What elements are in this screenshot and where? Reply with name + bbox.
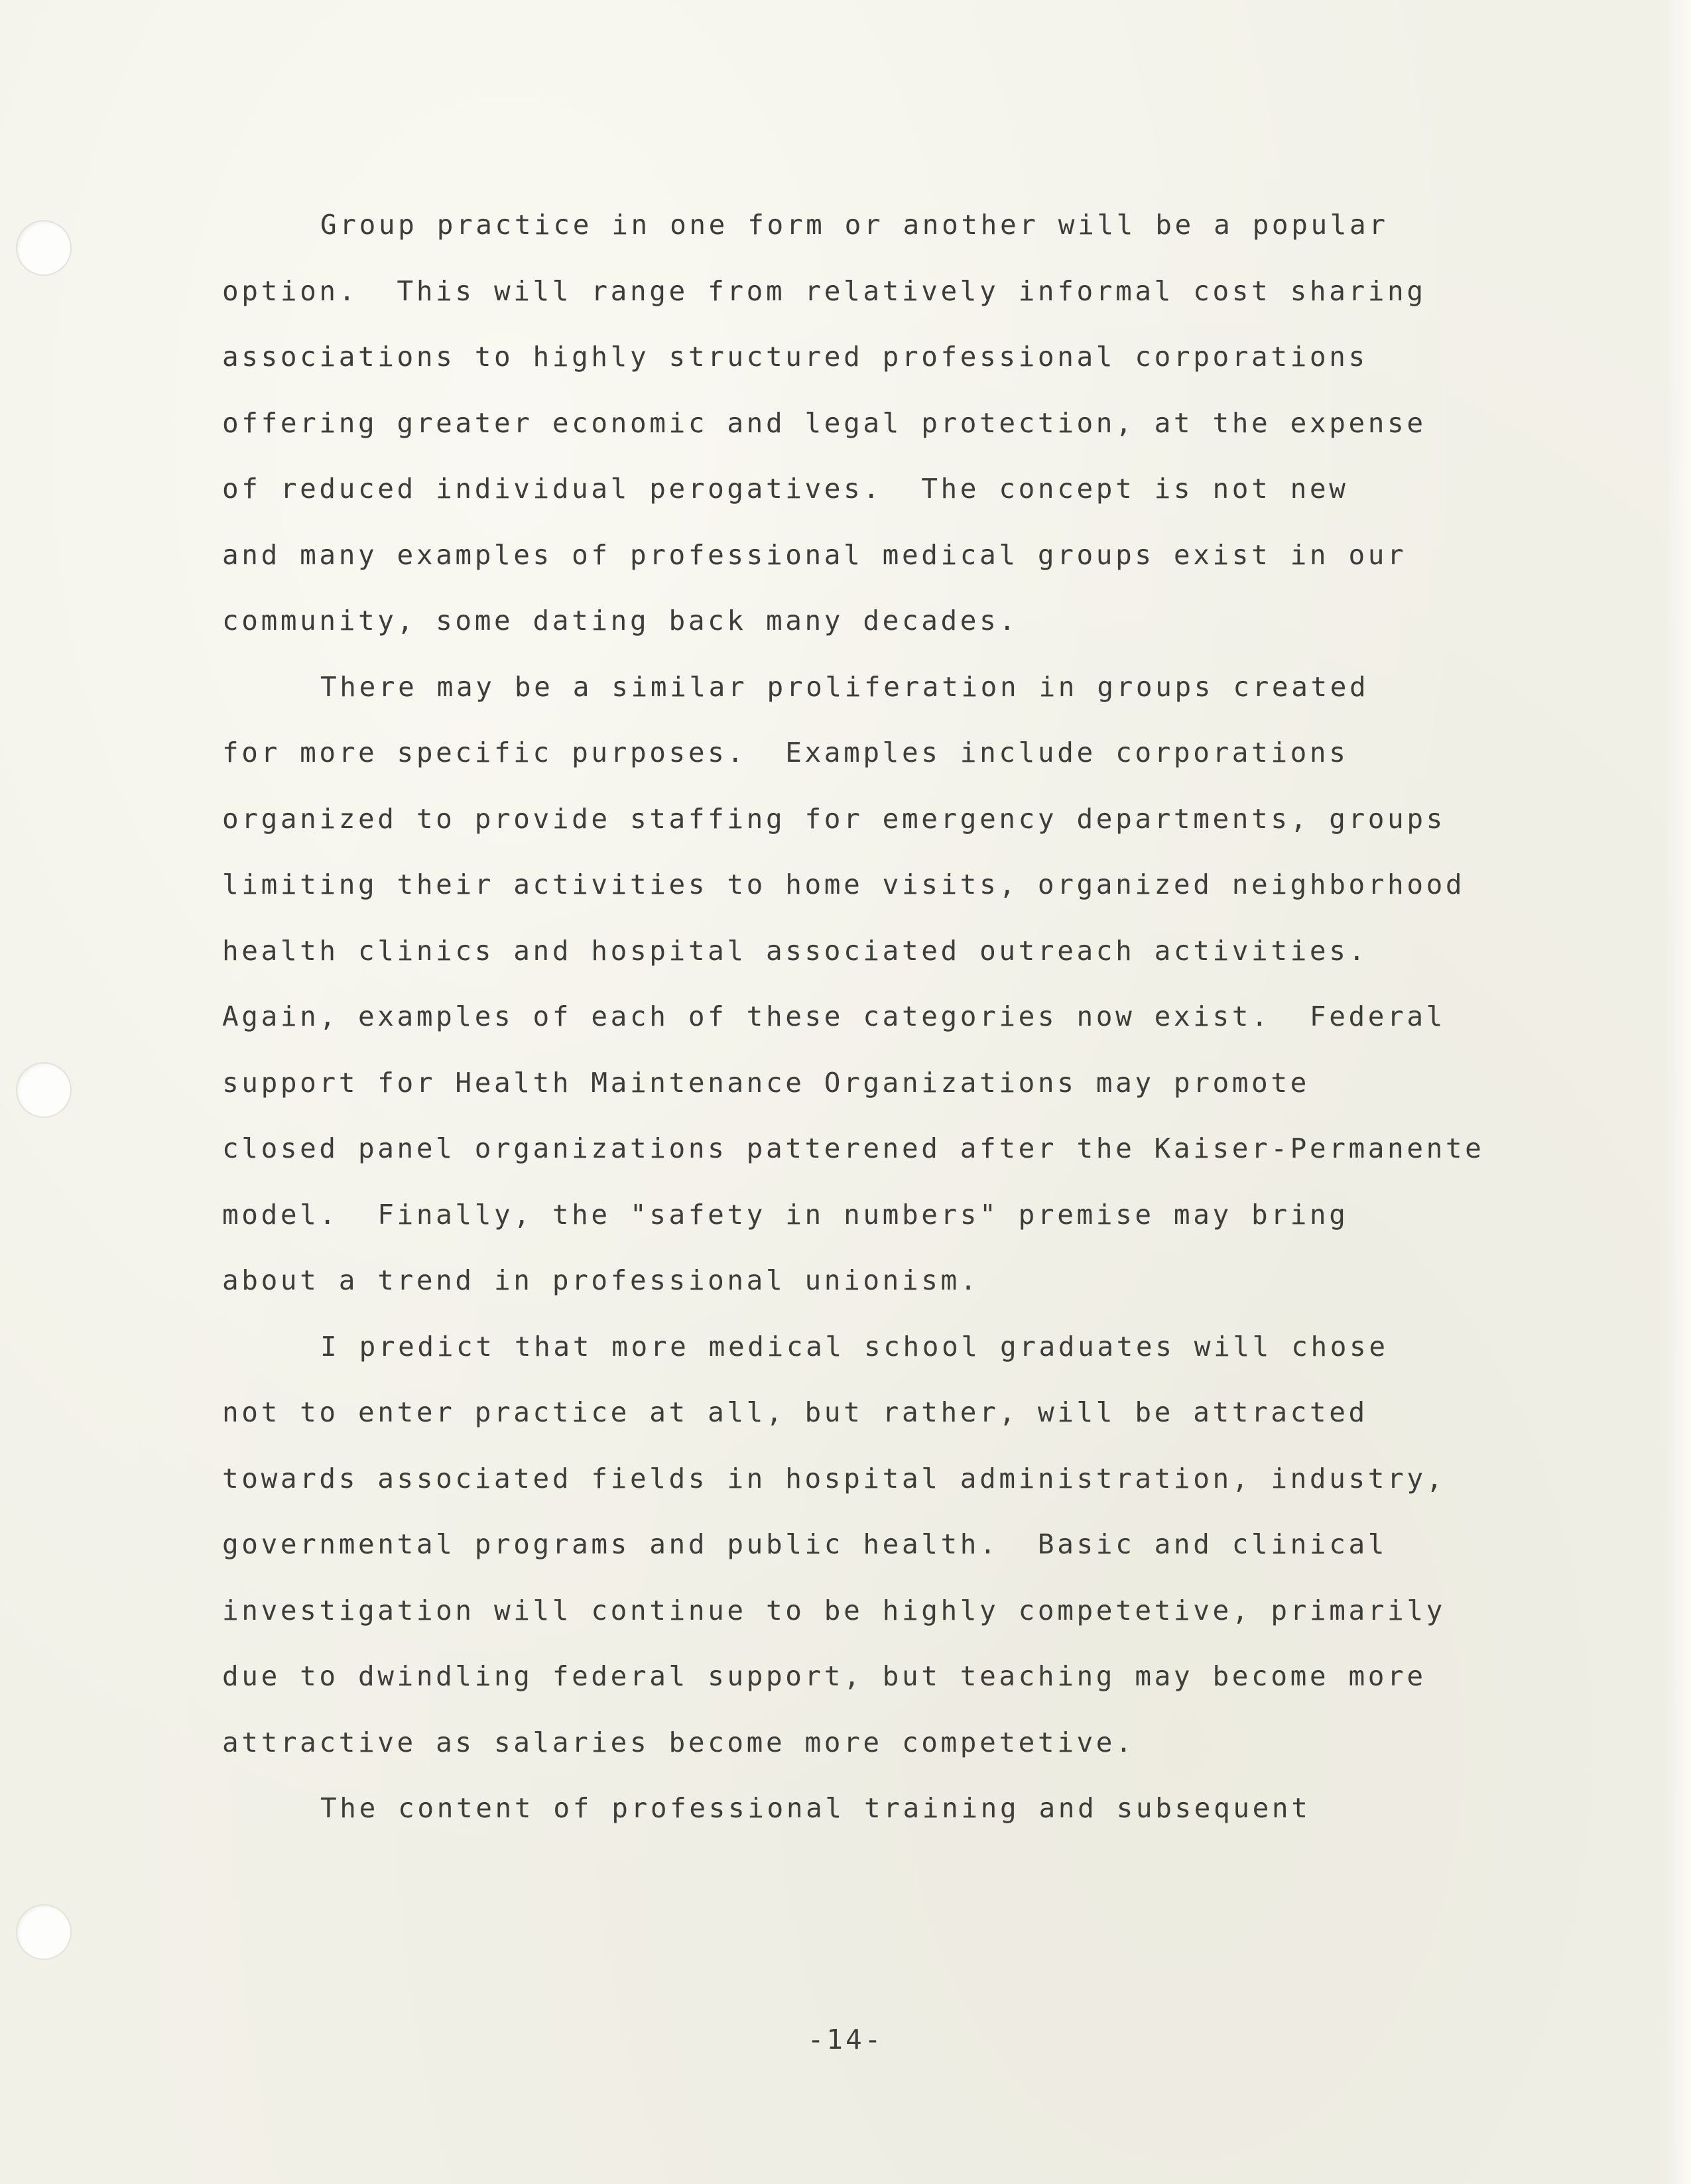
paragraph-line: model. Finally, the "safety in numbers" premise may bring	[222, 1198, 1349, 1231]
paragraph-line: Again, examples of each of these categories now exist. Federal	[222, 1001, 1446, 1032]
paragraph-line: investigation will continue to be highly competetive, primarily	[222, 1594, 1446, 1626]
paragraph-line: closed panel organizations patterened after the Kaiser-Permanente	[222, 1132, 1485, 1164]
paragraph-2	[222, 654, 1535, 1314]
binder-hole-bottom	[16, 1904, 72, 1960]
paragraph-line: and many examples of professional medical groups exist in our	[222, 538, 1407, 571]
paragraph-4	[222, 1776, 1535, 1842]
paragraph-line: community, some dating back many decades.	[222, 605, 1019, 637]
paragraph-line: support for Health Maintenance Organizations may promote	[222, 1066, 1310, 1099]
paper-edge	[1664, 0, 1691, 2184]
paragraph-line: due to dwindling federal support, but teaching may become more	[222, 1660, 1426, 1692]
paragraph-line: not to enter practice at all, but rather, will be attracted	[222, 1396, 1368, 1428]
paragraph-line: towards associated fields in hospital administration, industry,	[222, 1462, 1446, 1494]
paragraph-line: about a trend in professional unionism.	[222, 1264, 980, 1296]
paragraph-line: for more specific purposes. Examples include corporations	[222, 737, 1349, 768]
paragraph-line: organized to provide staffing for emergency departments, groups	[222, 802, 1446, 835]
paragraph-line: The content of professional training and subsequent	[320, 1792, 1311, 1824]
paragraph-line: offering greater economic and legal protection, at the expense	[222, 406, 1426, 439]
paragraph-line: limiting their activities to home visits, organized neighborhood	[222, 869, 1466, 900]
paragraph-line: option. This will range from relatively informal cost sharing	[222, 274, 1426, 307]
binder-hole-top	[16, 220, 72, 276]
paragraph-line: I predict that more medical school graduates will chose	[320, 1330, 1389, 1363]
paragraph-line: Group practice in one form or another will be a popular	[320, 209, 1389, 241]
binder-hole-middle	[16, 1062, 72, 1118]
page-number: -14-	[807, 2024, 884, 2055]
paragraph-line: attractive as salaries become more competetive.	[222, 1726, 1135, 1758]
paragraph-line: governmental programs and public health. Basic and clinical	[222, 1528, 1388, 1560]
paragraph-1	[222, 192, 1535, 654]
paragraph-line: health clinics and hospital associated outreach activities.	[222, 934, 1368, 967]
paragraph-line: of reduced individual perogatives. The concept is not new	[222, 473, 1349, 505]
paragraph-3	[222, 1314, 1535, 1776]
paragraph-line: associations to highly structured professional corporations	[222, 341, 1368, 373]
paragraph-line: There may be a similar proliferation in groups created	[320, 670, 1369, 703]
body-text	[222, 192, 1535, 1842]
